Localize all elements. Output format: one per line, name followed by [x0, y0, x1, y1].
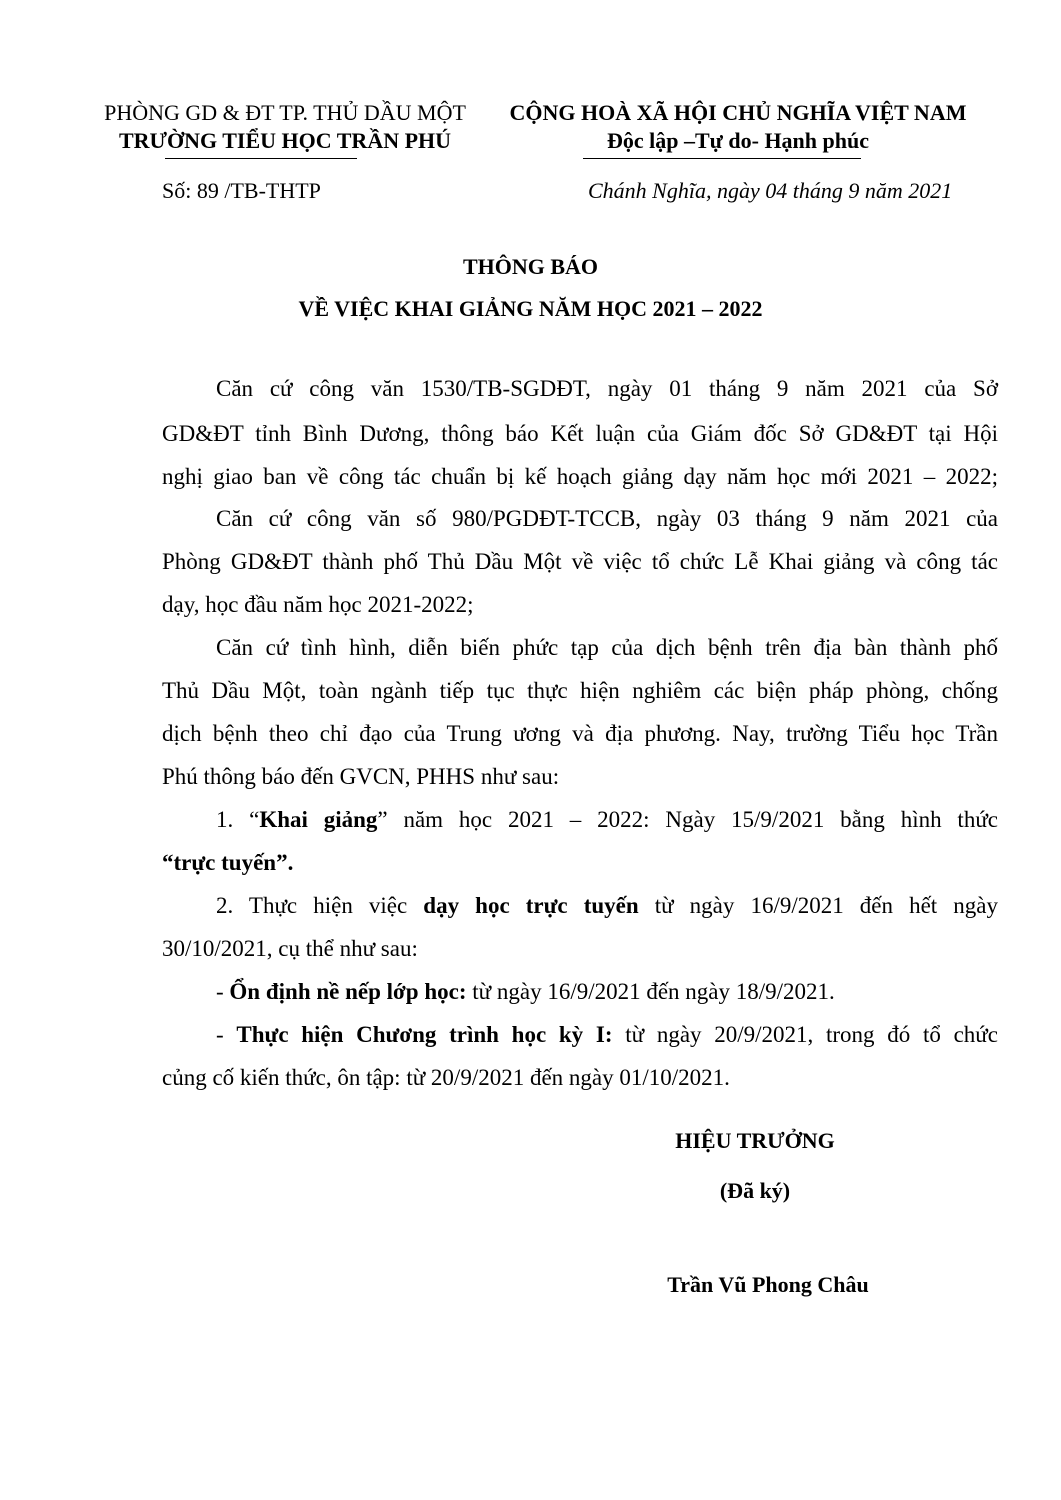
paragraph-2-line-3: dạy, học đầu năm học 2021-2022; — [162, 592, 474, 617]
signature-status: (Đã ký) — [719, 1178, 791, 1203]
bullet-1: - Ổn định nề nếp lớp học: từ ngày 16/9/2021 đến ngày 18/9/2021. — [216, 979, 835, 1004]
paragraph-3-line-4: Phú thông báo đến GVCN, PHHS như sau: — [162, 764, 560, 789]
paragraph-1-line-3: nghị giao ban về công tác chuẩn bị kế hoạch giảng dạy năm học mới 2021 – 2022; — [162, 464, 998, 489]
issuing-school: TRƯỜNG TIỂU HỌC TRẦN PHÚ — [118, 128, 452, 153]
item-2-line-2: 30/10/2021, cụ thể như sau: — [162, 936, 418, 961]
paragraph-3-line-3: dịch bệnh theo chỉ đạo của Trung ương và địa phương. Nay, trường Tiểu học Trần — [162, 721, 998, 746]
paragraph-2-line-1: Căn cứ công văn số 980/PGDĐT-TCCB, ngày 03 tháng 9 năm 2021 của — [216, 506, 998, 531]
item-1-bold-khai-giang: Khai giảng — [259, 807, 378, 832]
paragraph-2-line-2: Phòng GD&ĐT thành phố Thủ Dầu Một về việc tổ chức Lễ Khai giảng và công tác — [162, 549, 998, 574]
item-2-bold-online-teaching: dạy học trực tuyến — [423, 893, 639, 918]
signer-role: HIỆU TRƯỞNG — [675, 1128, 835, 1153]
issuing-department: PHÒNG GD & ĐT TP. THỦ DẦU MỘT — [104, 100, 466, 125]
item-1-line-1: 1. “Khai giảng” năm học 2021 – 2022: Ngày 15/9/2021 bằng hình thức — [216, 807, 999, 832]
national-title: CỘNG HOÀ XÃ HỘI CHỦ NGHĨA VIỆT NAM — [509, 100, 967, 125]
paragraph-1-line-2: GD&ĐT tỉnh Bình Dương, thông báo Kết luận của Giám đốc Sở GD&ĐT tại Hội — [162, 421, 998, 446]
paragraph-3-line-1: Căn cứ tình hình, diễn biến phức tạp của dịch bệnh trên địa bàn thành phố — [216, 635, 998, 660]
document-number: Số: 89 /TB-THTP — [162, 178, 321, 203]
bullet-1-bold: Ổn định nề nếp lớp học: — [229, 979, 467, 1004]
paragraph-1-line-1: Căn cứ công văn 1530/TB-SGDĐT, ngày 01 tháng 9 năm 2021 của Sở — [216, 376, 998, 401]
signer-name: Trần Vũ Phong Châu — [667, 1272, 869, 1297]
paragraph-3-line-2: Thủ Dầu Một, toàn ngành tiếp tục thực hiện nghiêm các biện pháp phòng, chống — [162, 678, 998, 703]
bullet-2-bold: Thực hiện Chương trình học kỳ I: — [236, 1022, 613, 1047]
place-date: Chánh Nghĩa, ngày 04 tháng 9 năm 2021 — [588, 178, 953, 203]
bullet-2-line-1: - Thực hiện Chương trình học kỳ I: từ ngày 20/9/2021, trong đó tổ chức — [216, 1022, 998, 1047]
header-left-underline — [165, 158, 357, 159]
bullet-2-line-2: củng cố kiến thức, ôn tập: từ 20/9/2021 đến ngày 01/10/2021. — [162, 1065, 730, 1090]
national-motto: Độc lập –Tự do- Hạnh phúc — [607, 128, 869, 153]
notice-subject: VỀ VIỆC KHAI GIẢNG NĂM HỌC 2021 – 2022 — [298, 296, 763, 321]
header-right-underline — [583, 158, 861, 159]
item-2-line-1: 2. Thực hiện việc dạy học trực tuyến từ ngày 16/9/2021 đến hết ngày — [216, 893, 998, 918]
notice-title: THÔNG BÁO — [462, 254, 599, 279]
item-1-line-2: “trực tuyến”. — [162, 850, 294, 875]
